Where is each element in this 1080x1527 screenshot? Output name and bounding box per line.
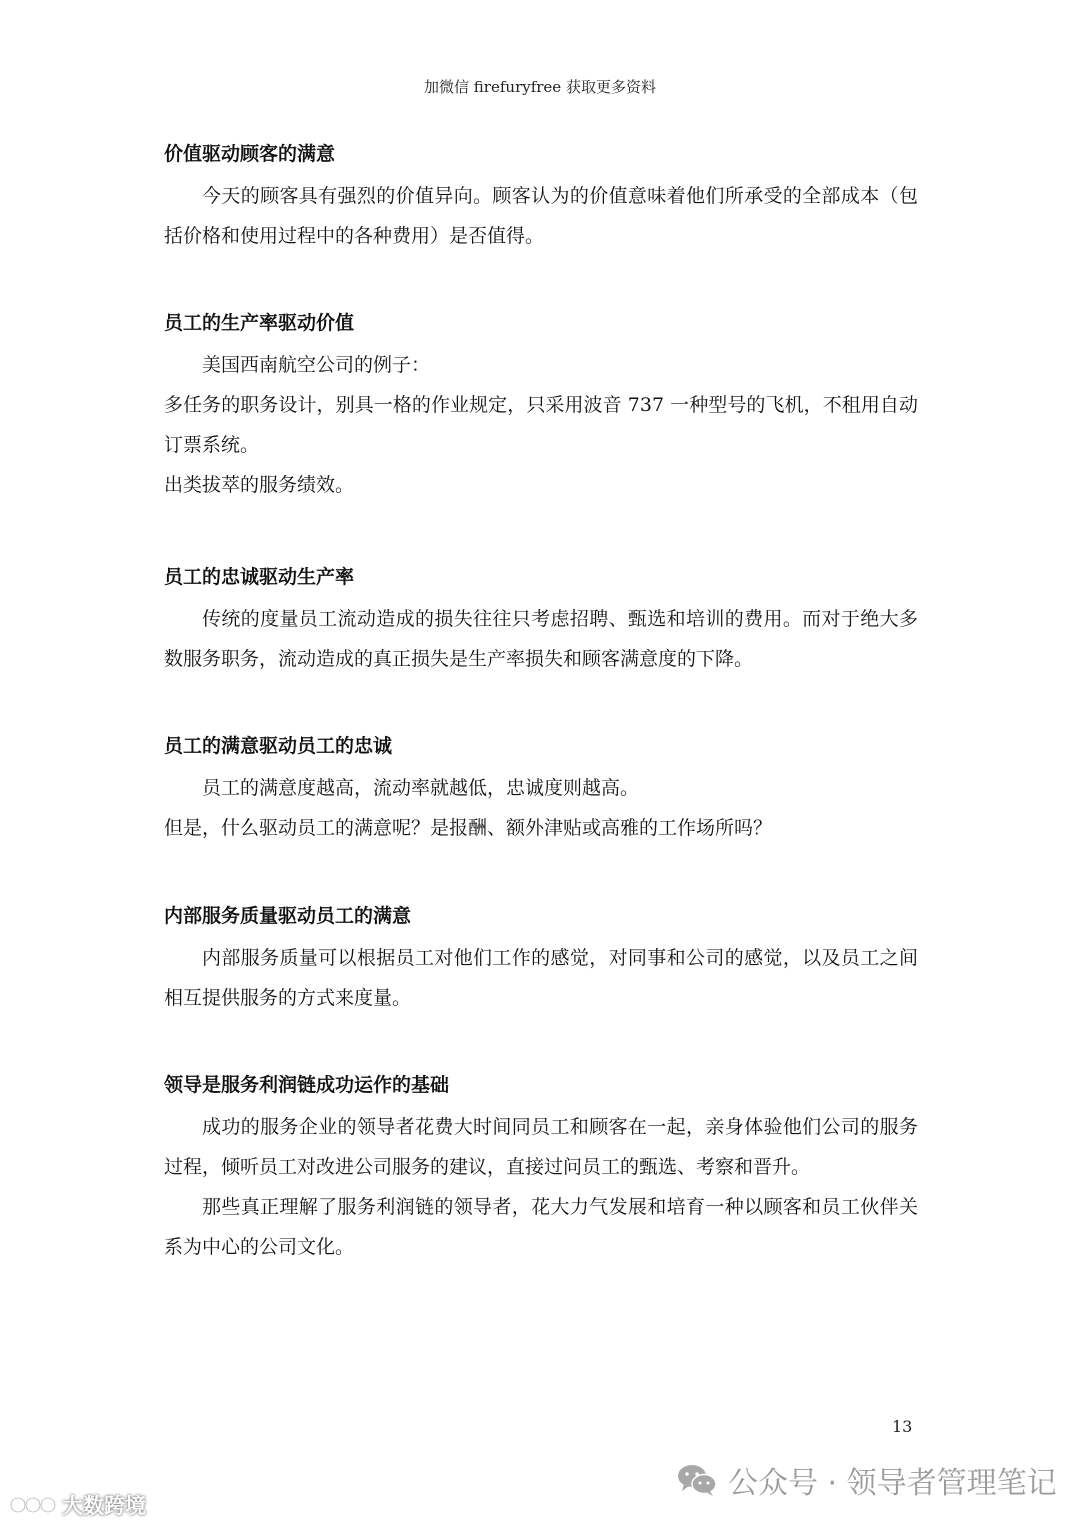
section-internal-quality-drives-satisfaction (164, 904, 918, 1018)
section-satisfaction-drives-loyalty (164, 734, 918, 848)
paragraph: 今天的顾客具有强烈的价值异向。顾客认为的价值意味着他们所承受的全部成本（包括价格和使用过程中的各种费用）是否值得。 (164, 185, 918, 247)
section-heading: 领导是服务利润链成功运作的基础 (164, 1074, 450, 1096)
page-number: 13 (892, 1417, 913, 1436)
paragraph: 多任务的职务设计，别具一格的作业规定，只采用波音 737 一种型号的飞机，不租用自动订票系统。 (164, 394, 918, 456)
section-value-drives-satisfaction (164, 142, 918, 256)
wechat-account-label: 公众号 · 领导者管理笔记 (728, 1466, 1057, 1501)
wechat-watermark (676, 1458, 1057, 1502)
paragraph: 成功的服务企业的领导者花费大时间同员工和顾客在一起，亲身体验他们公司的服务过程，倾听员工对改进公司服务的建议，直接过问员工的甄选、考察和晋升。 (164, 1116, 918, 1178)
paragraph: 员工的满意度越高，流动率就越低，忠诚度则越高。 (202, 777, 640, 799)
paragraph: 出类拔萃的服务绩效。 (164, 474, 355, 496)
section-heading: 员工的生产率驱动价值 (164, 312, 355, 334)
corner-brand-label: 大数跨境 (62, 1494, 146, 1518)
paragraph: 传统的度量员工流动造成的损失往往只考虑招聘、甄选和培训的费用。而对于绝大多数服务职务，流动造成的真正损失是生产率损失和顾客满意度的下降。 (164, 608, 918, 670)
section-heading: 员工的满意驱动员工的忠诚 (164, 735, 393, 757)
paragraph: 美国西南航空公司的例子： (202, 354, 431, 376)
page-header: 加微信 firefuryfree 获取更多资料 (424, 78, 656, 96)
paragraph: 那些真正理解了服务利润链的领导者，花大力气发展和培育一种以顾客和员工伙伴关系为中心的公司文化。 (164, 1196, 918, 1258)
section-heading: 员工的忠诚驱动生产率 (164, 566, 355, 588)
paragraph: 内部服务质量可以根据员工对他们工作的感觉，对同事和公司的感觉，以及员工之间相互提供服务的方式来度量。 (164, 947, 918, 1009)
paragraph: 但是，什么驱动员工的满意呢？是报酬、额外津贴或高雅的工作场所吗？ (164, 817, 773, 839)
section-leadership-foundation (164, 1073, 918, 1267)
corner-watermark (8, 1490, 146, 1520)
section-productivity-drives-value (164, 311, 918, 505)
brand-logo-icon (8, 1492, 58, 1518)
wechat-icon (676, 1462, 718, 1498)
section-heading: 价值驱动顾客的满意 (164, 143, 336, 165)
section-heading: 内部服务质量驱动员工的满意 (164, 905, 412, 927)
section-loyalty-drives-productivity (164, 565, 918, 679)
